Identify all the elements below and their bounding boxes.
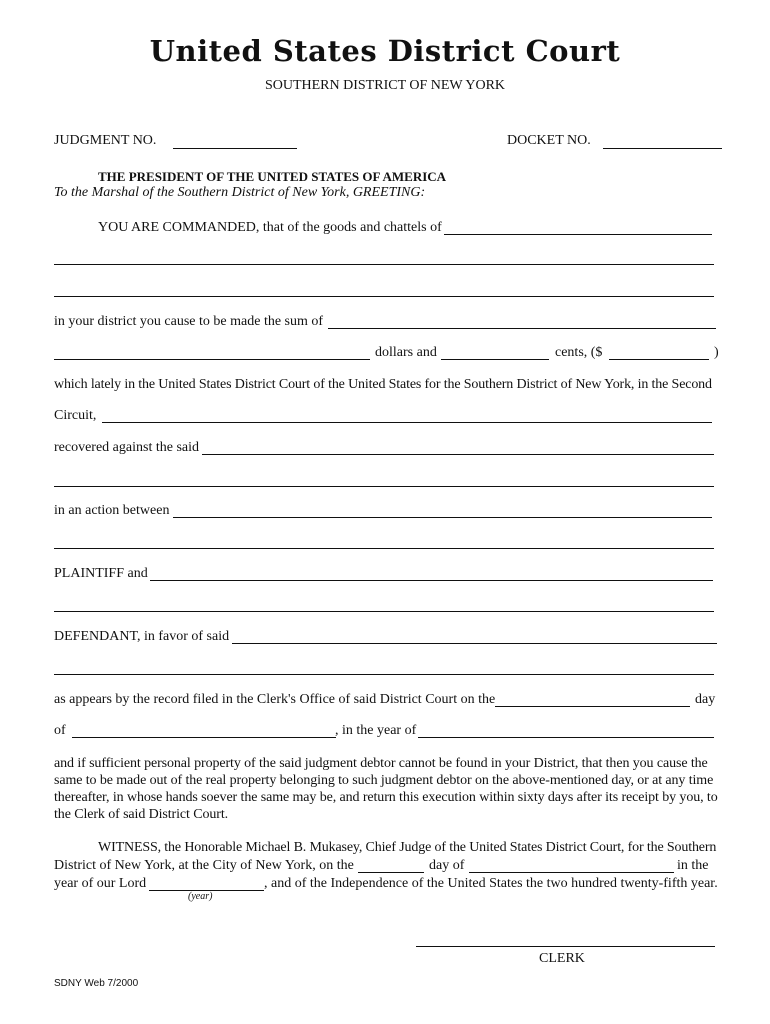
- day-label: day: [695, 692, 716, 707]
- defendant-label: DEFENDANT, in favor of said: [54, 629, 230, 644]
- record-year-field[interactable]: [418, 737, 714, 738]
- witness-month-field[interactable]: [469, 872, 674, 873]
- witness-day-field[interactable]: [358, 872, 424, 873]
- of-label: of: [54, 723, 66, 738]
- district-subtitle: SOUTHERN DISTRICT OF NEW YORK: [264, 78, 506, 93]
- marshal-greeting: To the Marshal of the Southern District of New York, GREETING:: [54, 185, 426, 200]
- witness-line-2-text: District of New York, at the City of New York, on the: [54, 858, 354, 873]
- as-appears-text: as appears by the record filed in the Clerk's Office of said District Court on the: [54, 692, 496, 707]
- district-sum-text: in your district you cause to be made the sum of: [54, 314, 324, 329]
- plaintiff-line-2[interactable]: [54, 611, 714, 612]
- cents-field[interactable]: [441, 359, 549, 360]
- dollars-and-label: dollars and: [375, 345, 437, 360]
- recovered-against-field[interactable]: [202, 454, 714, 455]
- recovered-against-line-2[interactable]: [54, 486, 714, 487]
- amount-numeric-field[interactable]: [609, 359, 709, 360]
- docket-no-label: DOCKET NO.: [507, 133, 591, 148]
- witness-in-the-label: in the: [677, 858, 709, 873]
- docket-no-field[interactable]: [603, 148, 722, 149]
- clerk-signature-line[interactable]: [416, 946, 715, 947]
- dollars-field[interactable]: [54, 359, 370, 360]
- chattels-of-line-2[interactable]: [54, 264, 714, 265]
- circuit-label: Circuit,: [54, 408, 97, 423]
- year-hint: (year): [188, 891, 213, 902]
- judgment-no-field[interactable]: [173, 148, 297, 149]
- plaintiff-field[interactable]: [150, 580, 713, 581]
- cents-label: cents, ($: [555, 345, 603, 360]
- execution-paragraph: and if sufficient personal property of the said judgment debtor cannot be found in your District, that then you cause the same to be made out of the real property belonging to such judgment debtor on the above-mentioned day, or at any time thereafter, in whose hands soever the same may be, and return this execution within sixty days after its receipt by you, to the Clerk of said District Court.: [54, 756, 718, 822]
- form-id: SDNY Web 7/2000: [54, 978, 139, 989]
- record-day-field[interactable]: [495, 706, 690, 707]
- witness-line-3-text: year of our Lord: [54, 876, 147, 891]
- action-between-line-2[interactable]: [54, 548, 714, 549]
- clerk-label: CLERK: [539, 951, 585, 966]
- witness-line-3-rest: , and of the Independence of the United States the two hundred twenty-fifth year.: [264, 876, 718, 891]
- action-between-field[interactable]: [173, 517, 712, 518]
- court-title: United States District Court: [149, 34, 621, 68]
- sum-field[interactable]: [328, 328, 716, 329]
- judgment-no-label: JUDGMENT NO.: [54, 133, 157, 148]
- plaintiff-label: PLAINTIFF and: [54, 566, 148, 581]
- in-year-of-label: , in the year of: [335, 723, 417, 738]
- commanded-text: YOU ARE COMMANDED, that of the goods and chattels of: [98, 220, 442, 235]
- witness-line-1: WITNESS, the Honorable Michael B. Mukasey, Chief Judge of the United States District Court, for the Southern: [98, 840, 717, 855]
- chattels-of-line-3[interactable]: [54, 296, 714, 297]
- action-between-label: in an action between: [54, 503, 170, 518]
- record-month-field[interactable]: [72, 737, 336, 738]
- president-heading: THE PRESIDENT OF THE UNITED STATES OF AMERICA: [98, 169, 447, 184]
- witness-day-of-label: day of: [429, 858, 465, 873]
- chattels-of-field[interactable]: [444, 234, 712, 235]
- defendant-line-2[interactable]: [54, 674, 714, 675]
- circuit-field[interactable]: [102, 422, 712, 423]
- lately-text: which lately in the United States District Court of the United States for the Southern District of New York, in the Second: [54, 377, 712, 392]
- defendant-field[interactable]: [232, 643, 717, 644]
- close-paren: ): [714, 345, 719, 360]
- recovered-label: recovered against the said: [54, 440, 199, 455]
